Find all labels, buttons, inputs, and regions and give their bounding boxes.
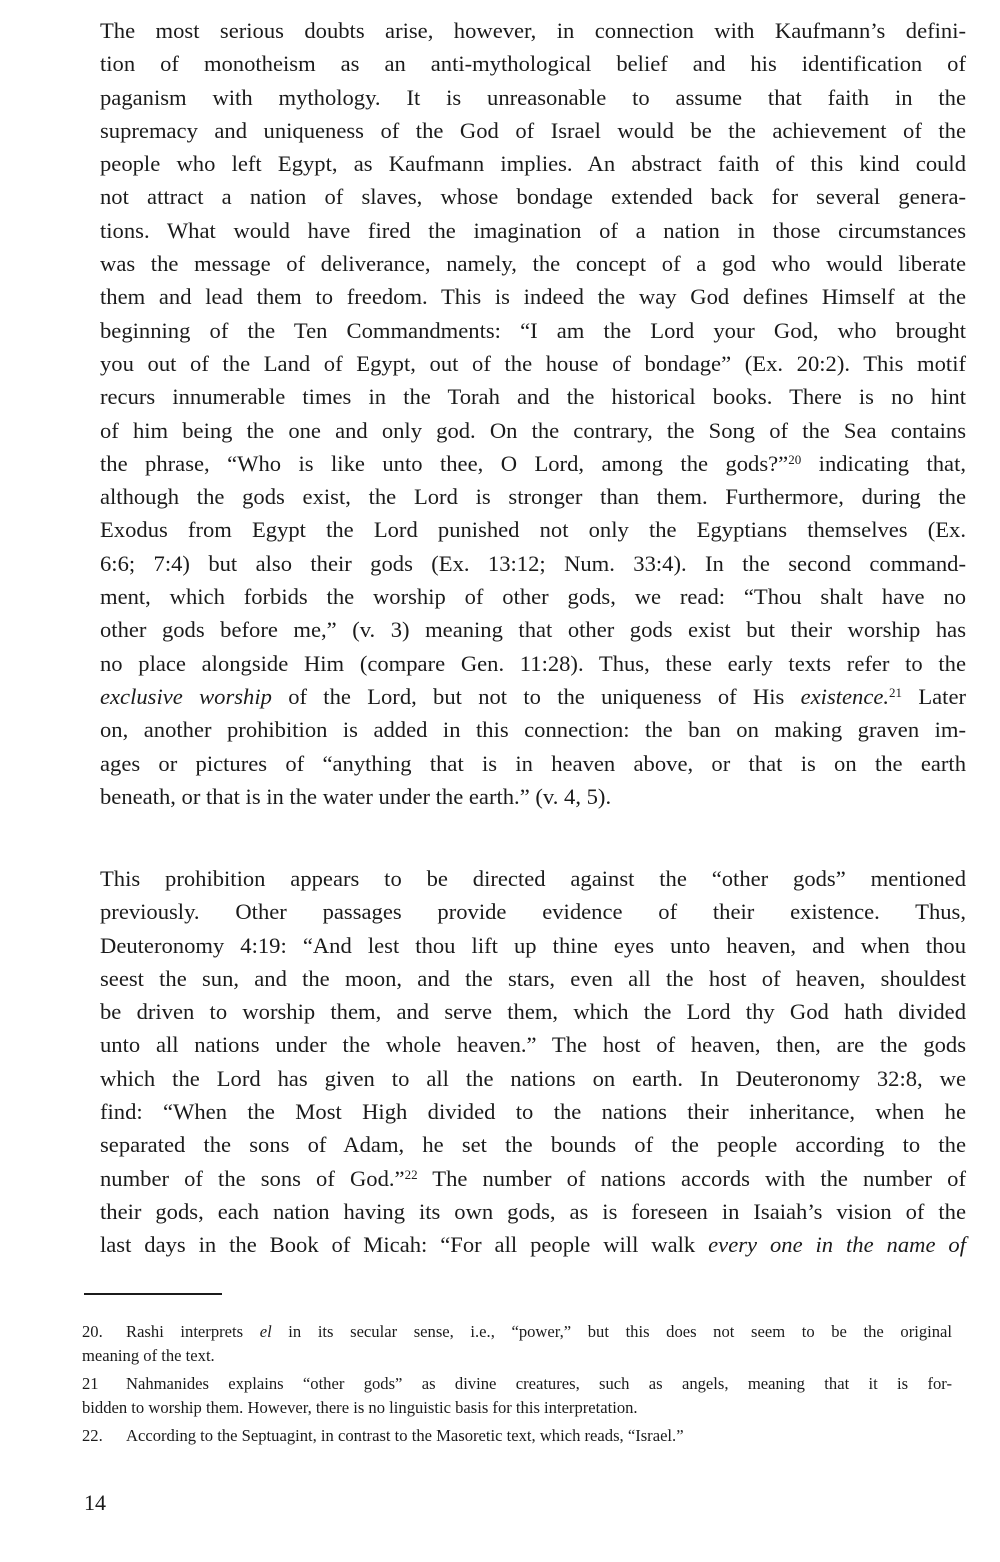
- page-number: 14: [84, 1490, 106, 1515]
- italic-phrase: existence.: [800, 683, 890, 709]
- text-line: no place alongside Him (compare Gen. 11:28). Thus, these early texts refer to the: [100, 650, 966, 676]
- italic-phrase: exclusive worship: [100, 683, 272, 709]
- paragraph-2: [100, 862, 966, 1262]
- footnote-line: [82, 1320, 952, 1344]
- footnote-line: [82, 1372, 952, 1396]
- text-line: beneath, or that is in the water under the earth.” (v. 4, 5).: [100, 783, 612, 809]
- text-line: [100, 1162, 966, 1195]
- text-fragment: Rashi interprets: [126, 1322, 260, 1341]
- text-line: Deuteronomy 4:19: “And lest thou lift up thine eyes unto heaven, and when thou: [100, 932, 966, 958]
- paragraph-1: [100, 14, 966, 813]
- text-line: people who left Egypt, as Kaufmann implies. An abstract faith of this kind could: [100, 151, 966, 177]
- footnote-separator: [84, 1293, 222, 1295]
- text-line: not attract a nation of slaves, whose bondage extended back for several genera-: [100, 184, 966, 210]
- text-fragment: of the Lord, but not to the uniqueness of His: [271, 683, 801, 709]
- text-line: separated the sons of Adam, he set the bounds of the people according to the: [100, 1132, 966, 1158]
- footnote-22: [82, 1424, 952, 1448]
- footnote-number: 20.: [82, 1322, 103, 1341]
- text-line: beginning of the Ten Commandments: “I am the Lord your God, who brought: [100, 317, 966, 343]
- text-line: This prohibition appears to be directed against the “other gods” mentioned: [100, 866, 966, 891]
- text-line: of him being the one and only god. On the contrary, the Song of the Sea contains: [100, 417, 966, 443]
- text-fragment: in its secular sense, i.e., “power,” but this does not seem to be the original: [271, 1322, 953, 1341]
- text-line: find: “When the Most High divided to the nations their inheritance, when he: [100, 1099, 966, 1125]
- footnote-line: bidden to worship them. However, there is no linguistic basis for this interpretation.: [82, 1398, 638, 1417]
- footnote-number: 21: [82, 1374, 99, 1393]
- text-line: previously. Other passages provide evidence of their existence. Thus,: [100, 899, 966, 925]
- footnote-ref-22[interactable]: 22: [404, 1166, 418, 1182]
- text-fragment: indicating that,: [801, 450, 966, 476]
- text-line: tion of monotheism as an anti-mythological belief and his identification of: [100, 51, 966, 77]
- text-line: you out of the Land of Egypt, out of the house of bondage” (Ex. 20:2). This motif: [100, 350, 966, 376]
- text-line: be driven to worship them, and serve them, which the Lord thy God hath divided: [100, 999, 966, 1025]
- text-line: recurs innumerable times in the Torah and the historical books. There is no hint: [100, 384, 966, 410]
- footnote-21: [82, 1372, 952, 1420]
- text-line: was the message of deliverance, namely, the concept of a god who would liberate: [100, 251, 966, 277]
- footnotes: [82, 1320, 952, 1452]
- text-fragment: The number of nations accords with the number of: [417, 1165, 966, 1191]
- text-fragment: the phrase, “Who is like unto thee, O Lord, among the gods?”: [100, 450, 789, 476]
- text-line: ages or pictures of “anything that is in heaven above, or that is on the earth: [100, 750, 966, 776]
- text-line: Exodus from Egypt the Lord punished not only the Egyptians themselves (Ex.: [100, 517, 966, 543]
- text-line: on, another prohibition is added in this connection: the ban on making graven im-: [100, 717, 966, 743]
- text-fragment: According to the Septuagint, in contrast to the Masoretic text, which reads, “Israel.”: [126, 1426, 684, 1445]
- text-line: their gods, each nation having its own gods, as is foreseen in Isaiah’s vision of the: [100, 1198, 966, 1224]
- text-line: The most serious doubts arise, however, in connection with Kaufmann’s defini-: [100, 18, 966, 43]
- text-fragment: number of the sons of God.”: [100, 1165, 405, 1191]
- footnote-ref-21[interactable]: 21: [889, 684, 903, 700]
- text-fragment: last days in the Book of Micah: “For all people will walk: [100, 1232, 709, 1258]
- text-line: supremacy and uniqueness of the God of Israel would be the achievement of the: [100, 117, 966, 143]
- text-line: [100, 1228, 966, 1261]
- footnote-ref-20[interactable]: 20: [788, 451, 802, 467]
- italic-phrase: el: [259, 1322, 272, 1341]
- text-line: tions. What would have fired the imagination of a nation in those circumstances: [100, 217, 966, 243]
- text-line: paganism with mythology. It is unreasonable to assume that faith in the: [100, 84, 966, 110]
- text-fragment: Later: [902, 683, 966, 709]
- text-line: them and lead them to freedom. This is indeed the way God defines Himself at the: [100, 284, 966, 310]
- footnote-line: meaning of the text.: [82, 1346, 215, 1365]
- text-line: which the Lord has given to all the nations on earth. In Deuteronomy 32:8, we: [100, 1065, 966, 1091]
- text-line: [100, 680, 966, 713]
- text-line: other gods before me,” (v. 3) meaning that other gods exist but their worship has: [100, 617, 966, 643]
- text-line: 6:6; 7:4) but also their gods (Ex. 13:12; Num. 33:4). In the second command-: [100, 550, 966, 576]
- text-fragment: Nahmanides explains “other gods” as divine creatures, such as angels, meaning that it is for-: [126, 1374, 952, 1393]
- text-line: seest the sun, and the moon, and the stars, even all the host of heaven, shouldest: [100, 965, 966, 991]
- text-line: ment, which forbids the worship of other gods, we read: “Thou shalt have no: [100, 584, 966, 610]
- footnote-number: 22.: [82, 1426, 103, 1445]
- text-line: although the gods exist, the Lord is stronger than them. Furthermore, during the: [100, 484, 966, 510]
- italic-phrase: every one in the name of: [708, 1232, 966, 1258]
- footnote-line: [82, 1424, 952, 1448]
- text-line: unto all nations under the whole heaven.” The host of heaven, then, are the gods: [100, 1032, 966, 1058]
- footnote-20: [82, 1320, 952, 1368]
- text-line: [100, 447, 966, 480]
